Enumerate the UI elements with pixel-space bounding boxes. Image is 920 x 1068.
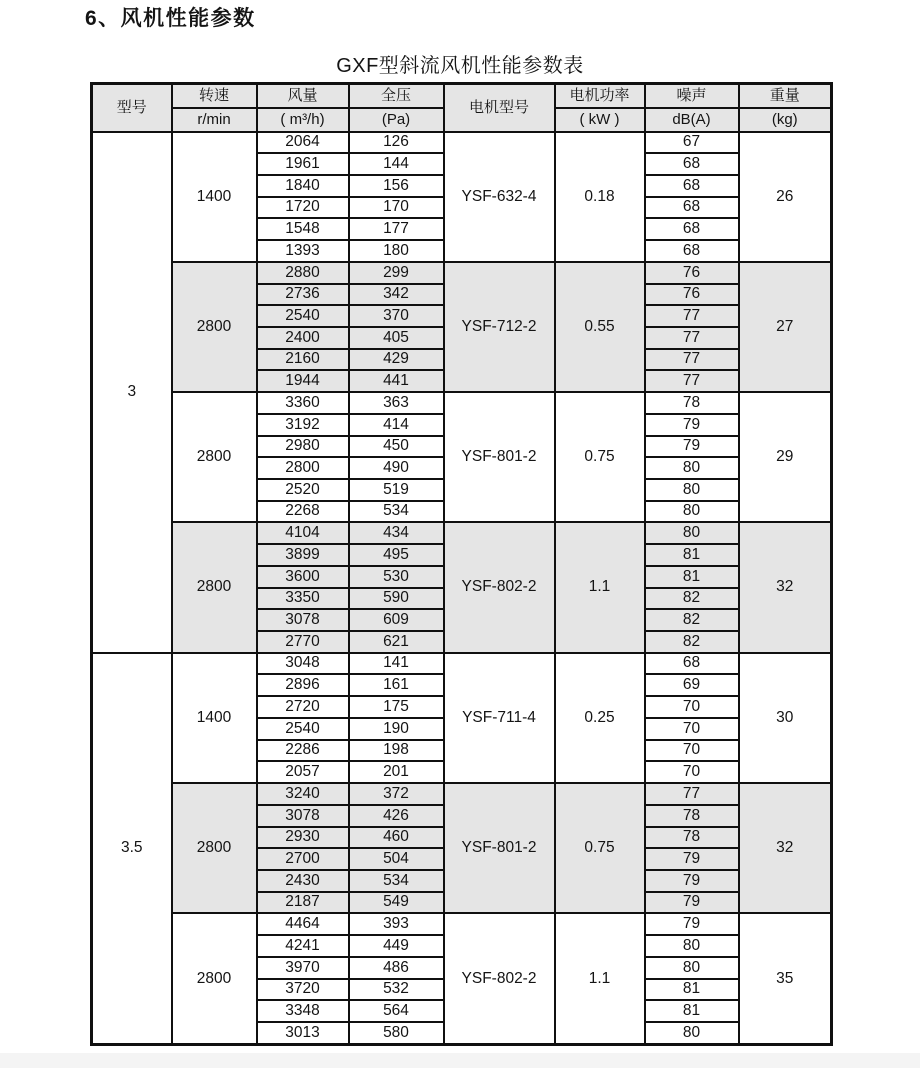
cell-noise: 80 [645, 501, 739, 523]
header-pressure: 全压 [349, 84, 444, 108]
cell-flow: 3360 [257, 392, 349, 414]
cell-flow: 2187 [257, 892, 349, 914]
cell-noise: 80 [645, 1022, 739, 1045]
cell-pressure: 504 [349, 848, 444, 870]
cell-speed: 1400 [172, 653, 257, 783]
cell-pressure: 580 [349, 1022, 444, 1045]
cell-noise: 70 [645, 740, 739, 762]
header-speed: 转速 [172, 84, 257, 108]
cell-noise: 80 [645, 935, 739, 957]
cell-flow: 2980 [257, 436, 349, 458]
cell-flow: 3078 [257, 609, 349, 631]
cell-weight: 27 [739, 262, 832, 392]
table-row [92, 132, 832, 154]
cell-flow: 3240 [257, 783, 349, 805]
cell-speed: 2800 [172, 262, 257, 392]
cell-noise: 80 [645, 457, 739, 479]
header-row-labels [92, 84, 832, 108]
fan-performance-table [90, 82, 833, 1046]
cell-flow: 2057 [257, 761, 349, 783]
cell-flow: 1944 [257, 370, 349, 392]
cell-flow: 2720 [257, 696, 349, 718]
cell-flow: 2286 [257, 740, 349, 762]
cell-power: 0.75 [555, 392, 645, 522]
cell-noise: 79 [645, 414, 739, 436]
cell-flow: 3048 [257, 653, 349, 675]
header-flow: 风量 [257, 84, 349, 108]
table-title: GXF型斜流风机性能参数表 [336, 55, 584, 77]
cell-pressure: 609 [349, 609, 444, 631]
cell-pressure: 342 [349, 284, 444, 306]
cell-flow: 1840 [257, 175, 349, 197]
cell-pressure: 460 [349, 827, 444, 849]
cell-pressure: 449 [349, 935, 444, 957]
cell-pressure: 156 [349, 175, 444, 197]
cell-flow: 2430 [257, 870, 349, 892]
cell-power: 0.18 [555, 132, 645, 262]
cell-pressure: 372 [349, 783, 444, 805]
cell-noise: 79 [645, 848, 739, 870]
cell-speed: 1400 [172, 132, 257, 262]
cell-noise: 70 [645, 761, 739, 783]
cell-pressure: 519 [349, 479, 444, 501]
header-power: 电机功率 [555, 84, 645, 108]
cell-speed: 2800 [172, 913, 257, 1044]
cell-speed: 2800 [172, 522, 257, 652]
cell-weight: 29 [739, 392, 832, 522]
cell-flow: 3899 [257, 544, 349, 566]
cell-noise: 77 [645, 305, 739, 327]
cell-motor: YSF-801-2 [444, 783, 555, 913]
cell-pressure: 450 [349, 436, 444, 458]
cell-flow: 2268 [257, 501, 349, 523]
cell-noise: 68 [645, 240, 739, 262]
cell-noise: 80 [645, 479, 739, 501]
cell-pressure: 177 [349, 218, 444, 240]
cell-motor: YSF-712-2 [444, 262, 555, 392]
cell-noise: 81 [645, 979, 739, 1001]
table-row [92, 262, 832, 284]
cell-flow: 2520 [257, 479, 349, 501]
cell-flow: 2880 [257, 262, 349, 284]
cell-flow: 4464 [257, 913, 349, 935]
header-weight: 重量 [739, 84, 832, 108]
cell-noise: 82 [645, 631, 739, 653]
header-power-unit: ( kW ) [555, 108, 645, 132]
header-pressure-unit: (Pa) [349, 108, 444, 132]
cell-pressure: 144 [349, 153, 444, 175]
cell-motor: YSF-802-2 [444, 522, 555, 652]
cell-pressure: 530 [349, 566, 444, 588]
header-flow-unit: ( m³/h) [257, 108, 349, 132]
cell-flow: 3720 [257, 979, 349, 1001]
cell-flow: 3192 [257, 414, 349, 436]
cell-pressure: 621 [349, 631, 444, 653]
cell-flow: 3013 [257, 1022, 349, 1045]
cell-noise: 79 [645, 913, 739, 935]
cell-pressure: 429 [349, 349, 444, 371]
cell-pressure: 486 [349, 957, 444, 979]
page-bottom-shade [0, 1053, 920, 1068]
table-row [92, 653, 832, 675]
table-row [92, 913, 832, 935]
cell-power: 0.75 [555, 783, 645, 913]
cell-power: 1.1 [555, 913, 645, 1044]
cell-flow: 4104 [257, 522, 349, 544]
cell-weight: 35 [739, 913, 832, 1044]
cell-pressure: 201 [349, 761, 444, 783]
cell-pressure: 405 [349, 327, 444, 349]
cell-pressure: 198 [349, 740, 444, 762]
header-speed-unit: r/min [172, 108, 257, 132]
cell-pressure: 434 [349, 522, 444, 544]
cell-pressure: 170 [349, 197, 444, 219]
cell-noise: 76 [645, 262, 739, 284]
cell-flow: 2540 [257, 718, 349, 740]
cell-pressure: 190 [349, 718, 444, 740]
cell-flow: 1720 [257, 197, 349, 219]
cell-flow: 2400 [257, 327, 349, 349]
cell-pressure: 532 [349, 979, 444, 1001]
cell-weight: 32 [739, 783, 832, 913]
cell-noise: 81 [645, 566, 739, 588]
cell-pressure: 393 [349, 913, 444, 935]
header-model: 型号 [92, 84, 172, 132]
cell-pressure: 490 [349, 457, 444, 479]
cell-flow: 2540 [257, 305, 349, 327]
cell-pressure: 441 [349, 370, 444, 392]
header-weight-unit: (kg) [739, 108, 832, 132]
header-noise-unit: dB(A) [645, 108, 739, 132]
cell-noise: 68 [645, 653, 739, 675]
cell-flow: 3970 [257, 957, 349, 979]
cell-motor: YSF-711-4 [444, 653, 555, 783]
cell-model: 3 [92, 132, 172, 653]
cell-pressure: 161 [349, 674, 444, 696]
cell-pressure: 495 [349, 544, 444, 566]
cell-noise: 77 [645, 370, 739, 392]
cell-flow: 2896 [257, 674, 349, 696]
cell-pressure: 180 [349, 240, 444, 262]
cell-flow: 1961 [257, 153, 349, 175]
cell-weight: 26 [739, 132, 832, 262]
cell-noise: 78 [645, 805, 739, 827]
cell-pressure: 414 [349, 414, 444, 436]
cell-noise: 69 [645, 674, 739, 696]
cell-noise: 81 [645, 544, 739, 566]
cell-flow: 2736 [257, 284, 349, 306]
cell-pressure: 126 [349, 132, 444, 154]
cell-pressure: 363 [349, 392, 444, 414]
table-row [92, 522, 832, 544]
cell-flow: 3078 [257, 805, 349, 827]
cell-motor: YSF-802-2 [444, 913, 555, 1044]
header-noise: 噪声 [645, 84, 739, 108]
table-body [92, 132, 832, 1045]
cell-motor: YSF-632-4 [444, 132, 555, 262]
cell-noise: 79 [645, 436, 739, 458]
cell-noise: 82 [645, 588, 739, 610]
cell-power: 0.25 [555, 653, 645, 783]
cell-noise: 82 [645, 609, 739, 631]
table-header [92, 84, 832, 132]
cell-noise: 78 [645, 827, 739, 849]
section-heading: 6、风机性能参数 [85, 7, 256, 30]
cell-noise: 68 [645, 197, 739, 219]
cell-noise: 70 [645, 696, 739, 718]
cell-pressure: 370 [349, 305, 444, 327]
cell-motor: YSF-801-2 [444, 392, 555, 522]
cell-flow: 1393 [257, 240, 349, 262]
cell-pressure: 141 [349, 653, 444, 675]
cell-flow: 1548 [257, 218, 349, 240]
cell-noise: 77 [645, 783, 739, 805]
cell-flow: 3600 [257, 566, 349, 588]
cell-power: 0.55 [555, 262, 645, 392]
cell-noise: 80 [645, 957, 739, 979]
cell-weight: 32 [739, 522, 832, 652]
cell-flow: 2160 [257, 349, 349, 371]
cell-noise: 68 [645, 175, 739, 197]
cell-flow: 3348 [257, 1000, 349, 1022]
cell-noise: 67 [645, 132, 739, 154]
cell-noise: 78 [645, 392, 739, 414]
cell-pressure: 534 [349, 870, 444, 892]
cell-pressure: 426 [349, 805, 444, 827]
cell-noise: 68 [645, 153, 739, 175]
cell-noise: 79 [645, 870, 739, 892]
cell-flow: 2800 [257, 457, 349, 479]
cell-noise: 70 [645, 718, 739, 740]
cell-flow: 4241 [257, 935, 349, 957]
cell-weight: 30 [739, 653, 832, 783]
table-row [92, 783, 832, 805]
cell-flow: 2064 [257, 132, 349, 154]
cell-noise: 77 [645, 349, 739, 371]
header-motor: 电机型号 [444, 84, 555, 132]
cell-noise: 80 [645, 522, 739, 544]
cell-flow: 3350 [257, 588, 349, 610]
cell-noise: 68 [645, 218, 739, 240]
cell-flow: 2770 [257, 631, 349, 653]
table-row [92, 392, 832, 414]
cell-flow: 2930 [257, 827, 349, 849]
cell-pressure: 549 [349, 892, 444, 914]
cell-speed: 2800 [172, 783, 257, 913]
cell-pressure: 175 [349, 696, 444, 718]
cell-pressure: 534 [349, 501, 444, 523]
cell-power: 1.1 [555, 522, 645, 652]
cell-flow: 2700 [257, 848, 349, 870]
cell-noise: 77 [645, 327, 739, 349]
cell-speed: 2800 [172, 392, 257, 522]
cell-pressure: 564 [349, 1000, 444, 1022]
cell-pressure: 590 [349, 588, 444, 610]
cell-noise: 76 [645, 284, 739, 306]
cell-noise: 81 [645, 1000, 739, 1022]
cell-noise: 79 [645, 892, 739, 914]
cell-pressure: 299 [349, 262, 444, 284]
cell-model: 3.5 [92, 653, 172, 1045]
